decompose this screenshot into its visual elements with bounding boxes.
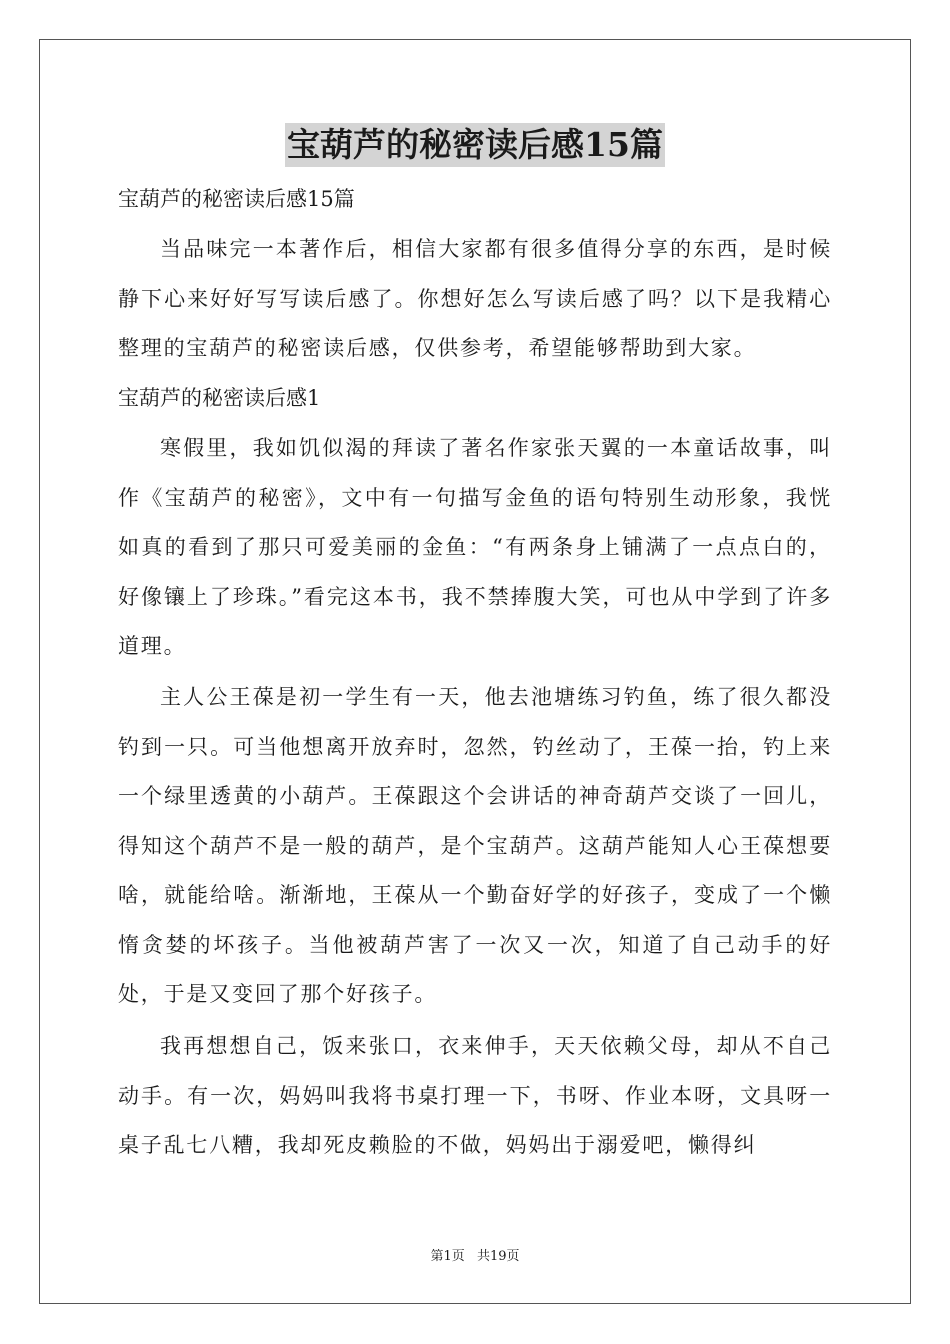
page-number: 第1页 (430, 1249, 465, 1264)
page-footer (0, 1248, 950, 1266)
body-paragraph: 主人公王葆是初一学生有一天，他去池塘练习钓鱼，练了很久都没钓到一只。可当他想离开放弃时，忽然，钓丝动了，王葆一抬，钓上来一个绿里透黄的小葫芦。王葆跟这个会讲话的神奇葫芦交谈了一回儿，得知这个葫芦不是一般的葫芦，是个宝葫芦。这葫芦能知人心王葆想要啥，就能给啥。渐渐地，王葆从一个勤奋好学的好孩子，变成了一个懒惰贪婪的坏孩子。当他被葫芦害了一次又一次，知道了自己动手的好处，于是又变回了那个好孩子。 (118, 685, 832, 1006)
body-paragraph: 我再想想自己，饭来张口，衣来伸手，天天依赖父母，却从不自己动手。有一次，妈妈叫我将书桌打理一下，书呀、作业本呀，文具呀一桌子乱七八糟，我却死皮赖脸的不做，妈妈出于溺爱吧，懒得纠 (118, 1034, 832, 1157)
section-heading: 宝葫芦的秘密读后感1 (118, 386, 321, 410)
document-subtitle: 宝葫芦的秘密读后感15篇 (118, 187, 355, 211)
document-title: 宝葫芦的秘密读后感15篇 (285, 123, 665, 167)
page-total: 共19页 (476, 1249, 520, 1264)
intro-paragraph: 当品味完一本著作后，相信大家都有很多值得分享的东西，是时候静下心来好好写写读后感了。你想好怎么写读后感了吗？以下是我精心整理的宝葫芦的秘密读后感，仅供参考，希望能够帮助到大家。 (118, 237, 832, 360)
body-paragraph: 寒假里，我如饥似渴的拜读了著名作家张天翼的一本童话故事，叫作《宝葫芦的秘密》，文中有一句描写金鱼的语句特别生动形象，我恍如真的看到了那只可爱美丽的金鱼：“有两条身上铺满了一点点白的，好像镶上了珍珠。”看完这本书，我不禁捧腹大笑，可也从中学到了许多道理。 (118, 436, 832, 658)
title-container (0, 123, 950, 167)
